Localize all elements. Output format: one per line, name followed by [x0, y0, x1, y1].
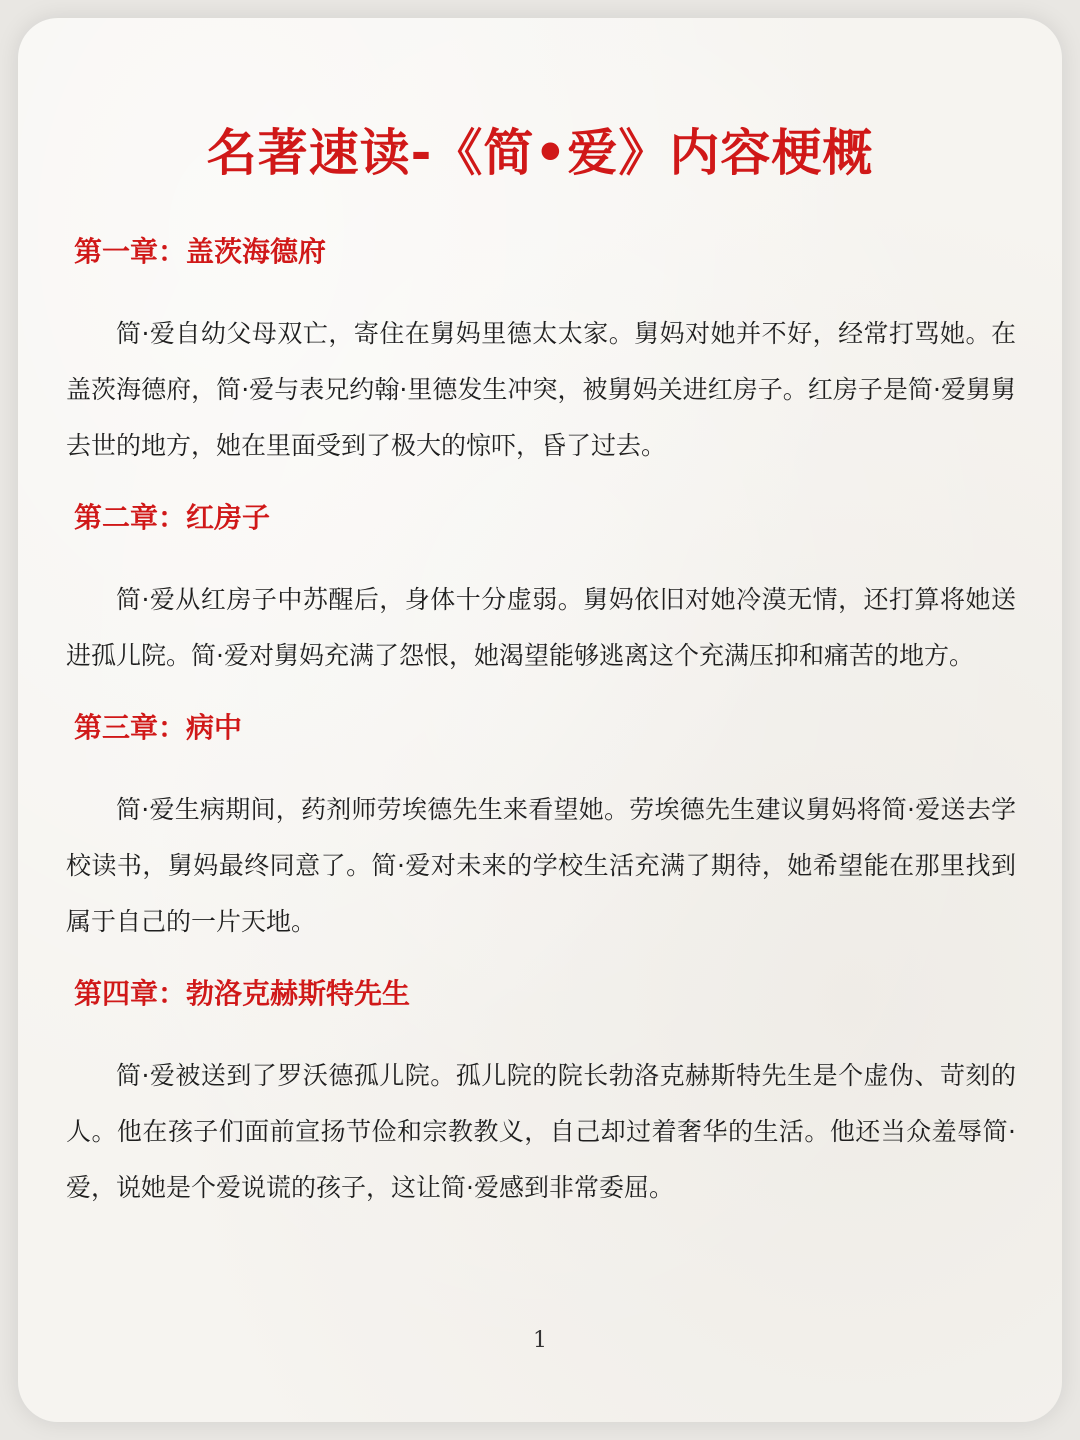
- chapter-4-heading: 第四章：勃洛克赫斯特先生: [74, 977, 411, 1010]
- chapter-1-body: 简·爱自幼父母双亡，寄住在舅妈里德太太家。舅妈对她并不好，经常打骂她。在盖茨海德府，简·爱与表兄约翰·里德发生冲突，被舅妈关进红房子。红房子是简·爱舅舅去世的地方，她在里面受到了极大的惊吓，昏了过去。: [66, 319, 1016, 460]
- chapter-2-heading: 第二章：红房子: [74, 501, 271, 534]
- chapter-2-body: 简·爱从红房子中苏醒后，身体十分虚弱。舅妈依旧对她冷漠无情，还打算将她送进孤儿院。简·爱对舅妈充满了怨恨，她渴望能够逃离这个充满压抑和痛苦的地方。: [66, 585, 1016, 670]
- chapter-1-heading: 第一章：盖茨海德府: [74, 235, 327, 268]
- chapter-3-heading: 第三章：病中: [74, 711, 243, 744]
- page-number: 1: [533, 1328, 547, 1353]
- page-title: 名著速读-《简•爱》内容梗概: [206, 124, 874, 182]
- chapter-3-body: 简·爱生病期间，药剂师劳埃德先生来看望她。劳埃德先生建议舅妈将简·爱送去学校读书，舅妈最终同意了。简·爱对未来的学校生活充满了期待，她希望能在那里找到属于自己的一片天地。: [66, 795, 1016, 936]
- document-page: [18, 18, 1062, 1422]
- chapter-4-body: 简·爱被送到了罗沃德孤儿院。孤儿院的院长勃洛克赫斯特先生是个虚伪、苛刻的人。他在孩子们面前宣扬节俭和宗教教义，自己却过着奢华的生活。他还当众羞辱简·爱，说她是个爱说谎的孩子，这让简·爱感到非常委屈。: [66, 1061, 1016, 1202]
